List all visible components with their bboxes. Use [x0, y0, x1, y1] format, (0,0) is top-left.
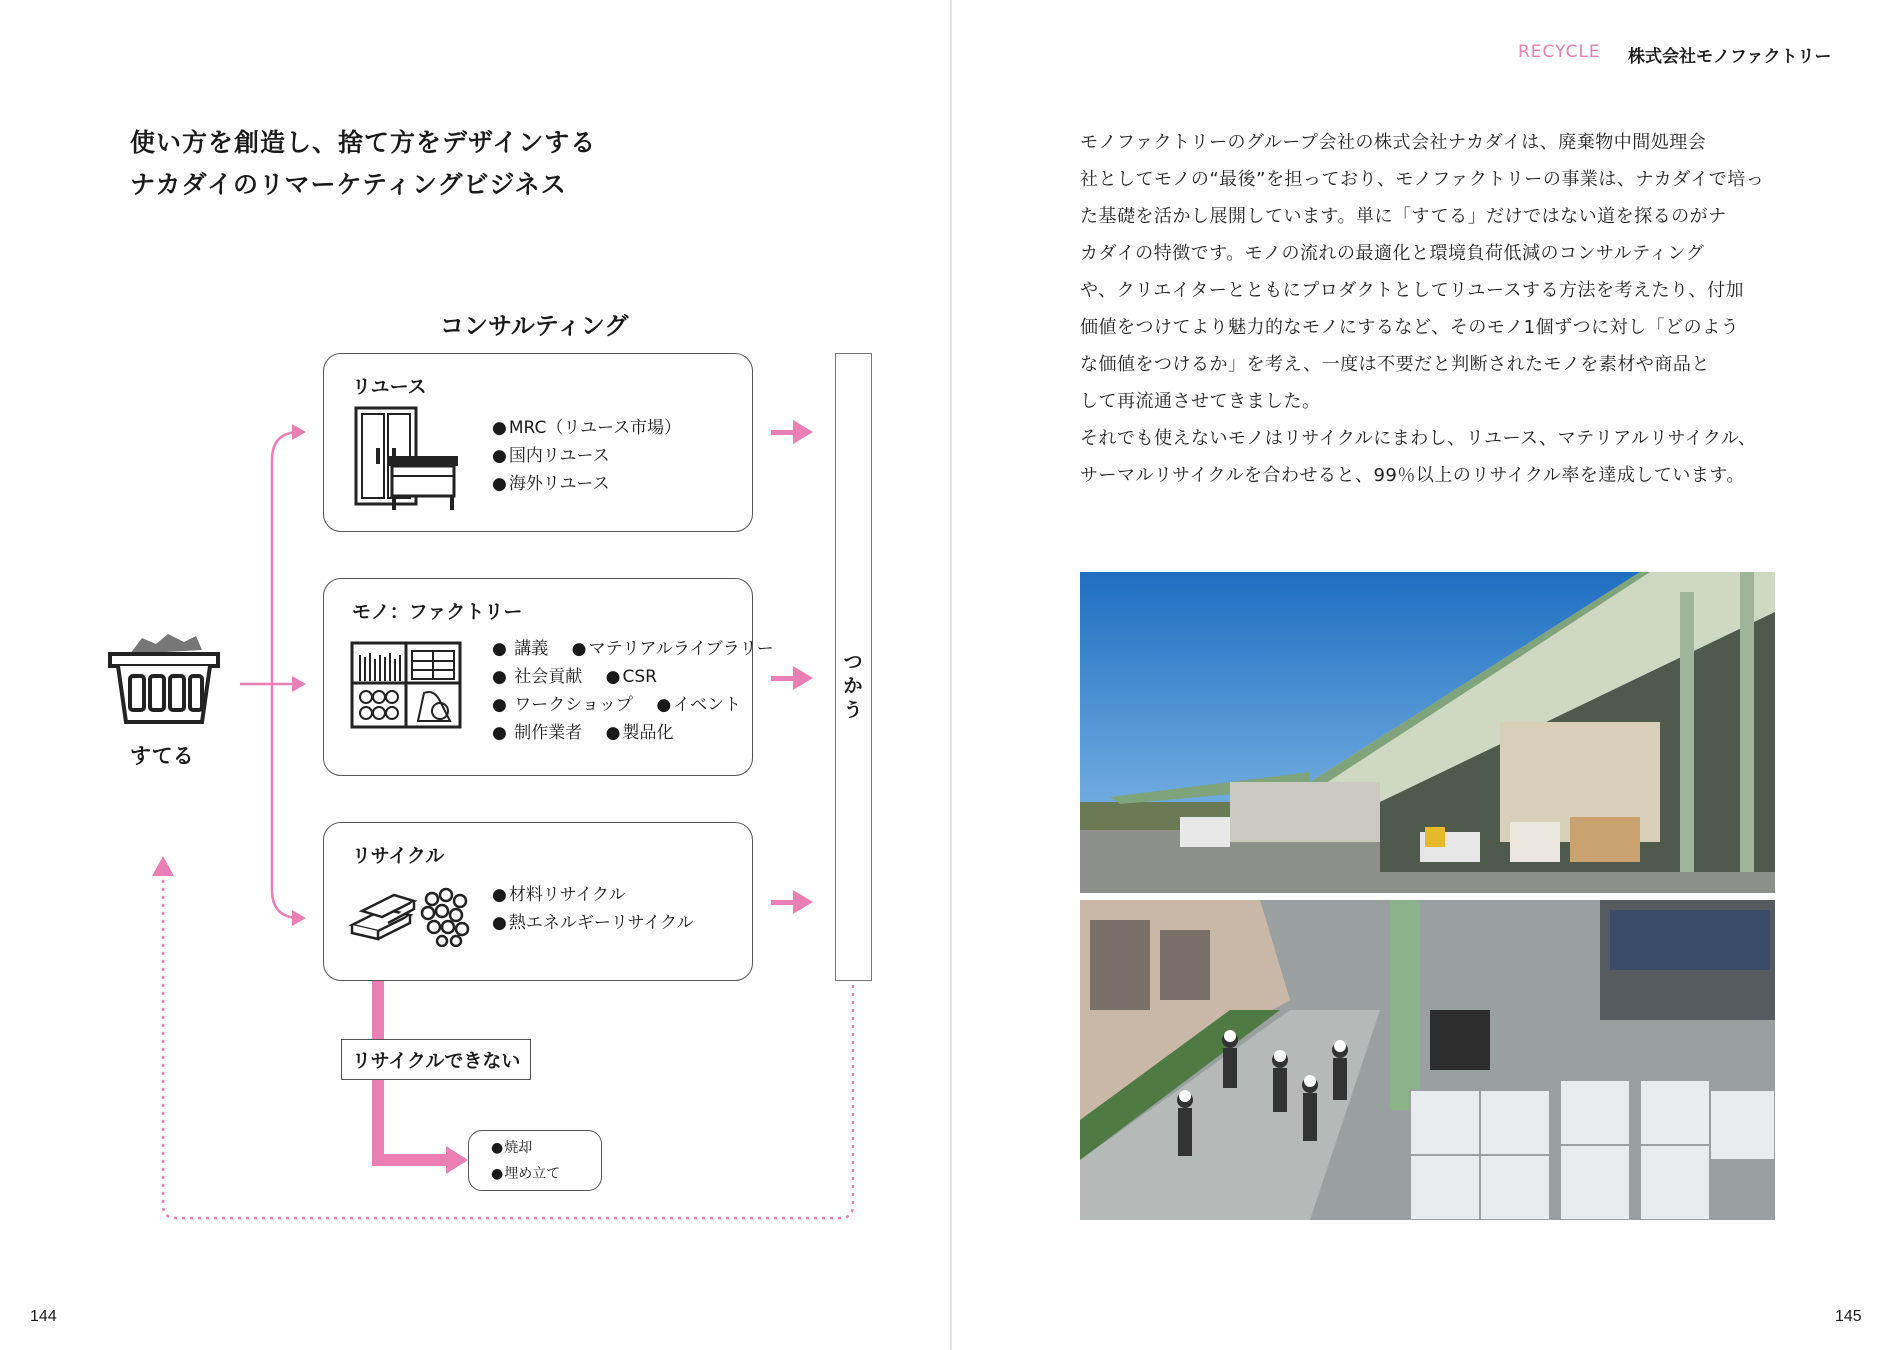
warehouse-interior-image [1080, 900, 1775, 1220]
recycle-title: リサイクル [352, 845, 445, 867]
disposal-box [468, 1130, 602, 1191]
left-page [0, 0, 950, 1350]
list-row [492, 719, 774, 747]
body-line: モノファクトリーのグループ会社の株式会社ナカダイは、廃棄物中間処理会 [1080, 132, 1707, 153]
monofactory-list [492, 635, 774, 747]
list-item: 制作業者 [514, 723, 583, 743]
cabinet-furniture-icon [352, 404, 462, 512]
body-line: カダイの特徴です。モノの流れの最適化と環境負荷低減のコンサルティング [1080, 243, 1705, 264]
warehouse-interior-photo [1080, 900, 1775, 1220]
list-item: ● CSR [605, 667, 657, 687]
warehouse-exterior-image [1080, 572, 1775, 893]
page-number-left: 144 [30, 1308, 57, 1325]
list-row [492, 635, 774, 663]
body-line: な価値をつけるか」を考え、一度は不要だと判断されたモノを素材や商品と [1080, 354, 1710, 375]
reuse-title: リユース [352, 376, 427, 398]
headline-line-1: 使い方を創造し、捨て方をデザインする [130, 128, 597, 157]
page-gutter [950, 0, 952, 1350]
tsukau-text: つかう [843, 651, 863, 721]
shelf-icon [350, 641, 462, 729]
list-item: ● イベント [656, 695, 742, 715]
consulting-title: コンサルティング [440, 312, 629, 340]
branch-arrowheads [292, 424, 306, 926]
list-row [492, 663, 774, 691]
list-item: ワークショップ [514, 695, 633, 715]
monofactory-box [323, 578, 774, 776]
recycle-box [323, 822, 753, 981]
list-item: 社会貢献 [514, 667, 583, 687]
headline-line-2: ナカダイのリマーケティングビジネス [130, 170, 567, 199]
materials-icon [348, 881, 476, 947]
reuse-box [323, 353, 753, 532]
monofactory-title: モノ：ファクトリー [352, 601, 523, 623]
list-item: ● マテリアルライブラリー [571, 639, 774, 659]
body-line: た基礎を活かし展開しています。単に「すてる」だけではない道を探るのがナ [1080, 206, 1727, 227]
tsukau-label [838, 650, 868, 722]
suteru-label: すてる [130, 744, 194, 768]
page-number-right: 145 [1835, 1308, 1862, 1325]
running-head-label: RECYCLE [1518, 42, 1601, 62]
list-item: 講義 [514, 639, 549, 659]
warehouse-exterior-photo [1080, 572, 1775, 893]
body-line: や、クリエイターとともにプロダクトとしてリユースする方法を考えたり、付加 [1080, 280, 1745, 301]
list-item: ● 埋め立て [469, 1161, 601, 1187]
body-line: 価値をつけてより魅力的なモノにするなど、そのモノ1個ずつに対し「どのよう [1080, 317, 1740, 338]
list-item: ● 海外リユース [492, 470, 681, 498]
list-item: ● MRC（リユース市場） [492, 414, 681, 442]
list-item: ● 製品化 [605, 723, 674, 743]
list-item: ● 材料リサイクル [492, 881, 693, 909]
list-row [492, 691, 774, 719]
list-item: ● 熱エネルギーリサイクル [492, 909, 693, 937]
trash-basket-icon [106, 628, 222, 728]
body-line: サーマルリサイクルを合わせると、99％以上のリサイクル率を達成しています。 [1080, 465, 1745, 486]
body-line: 社としてモノの“最後”を担っており、モノファクトリーの事業は、ナカダイで培っ [1080, 169, 1765, 190]
body-text [1080, 124, 1780, 494]
cannot-recycle-label: リサイクルできない [341, 1039, 531, 1080]
body-line: して再流通させてきました。 [1080, 391, 1321, 412]
to-tsukau-arrows [771, 420, 813, 914]
list-item: ● 国内リユース [492, 442, 681, 470]
branch-arrows [240, 432, 300, 918]
running-head-company: 株式会社モノファクトリー [1628, 47, 1832, 67]
list-item: ● 焼却 [469, 1135, 601, 1161]
reuse-list [492, 414, 681, 498]
body-line: それでも使えないモノはリサイクルにまわし、リユース、マテリアルリサイクル、 [1080, 428, 1757, 449]
recycle-list [492, 881, 693, 937]
